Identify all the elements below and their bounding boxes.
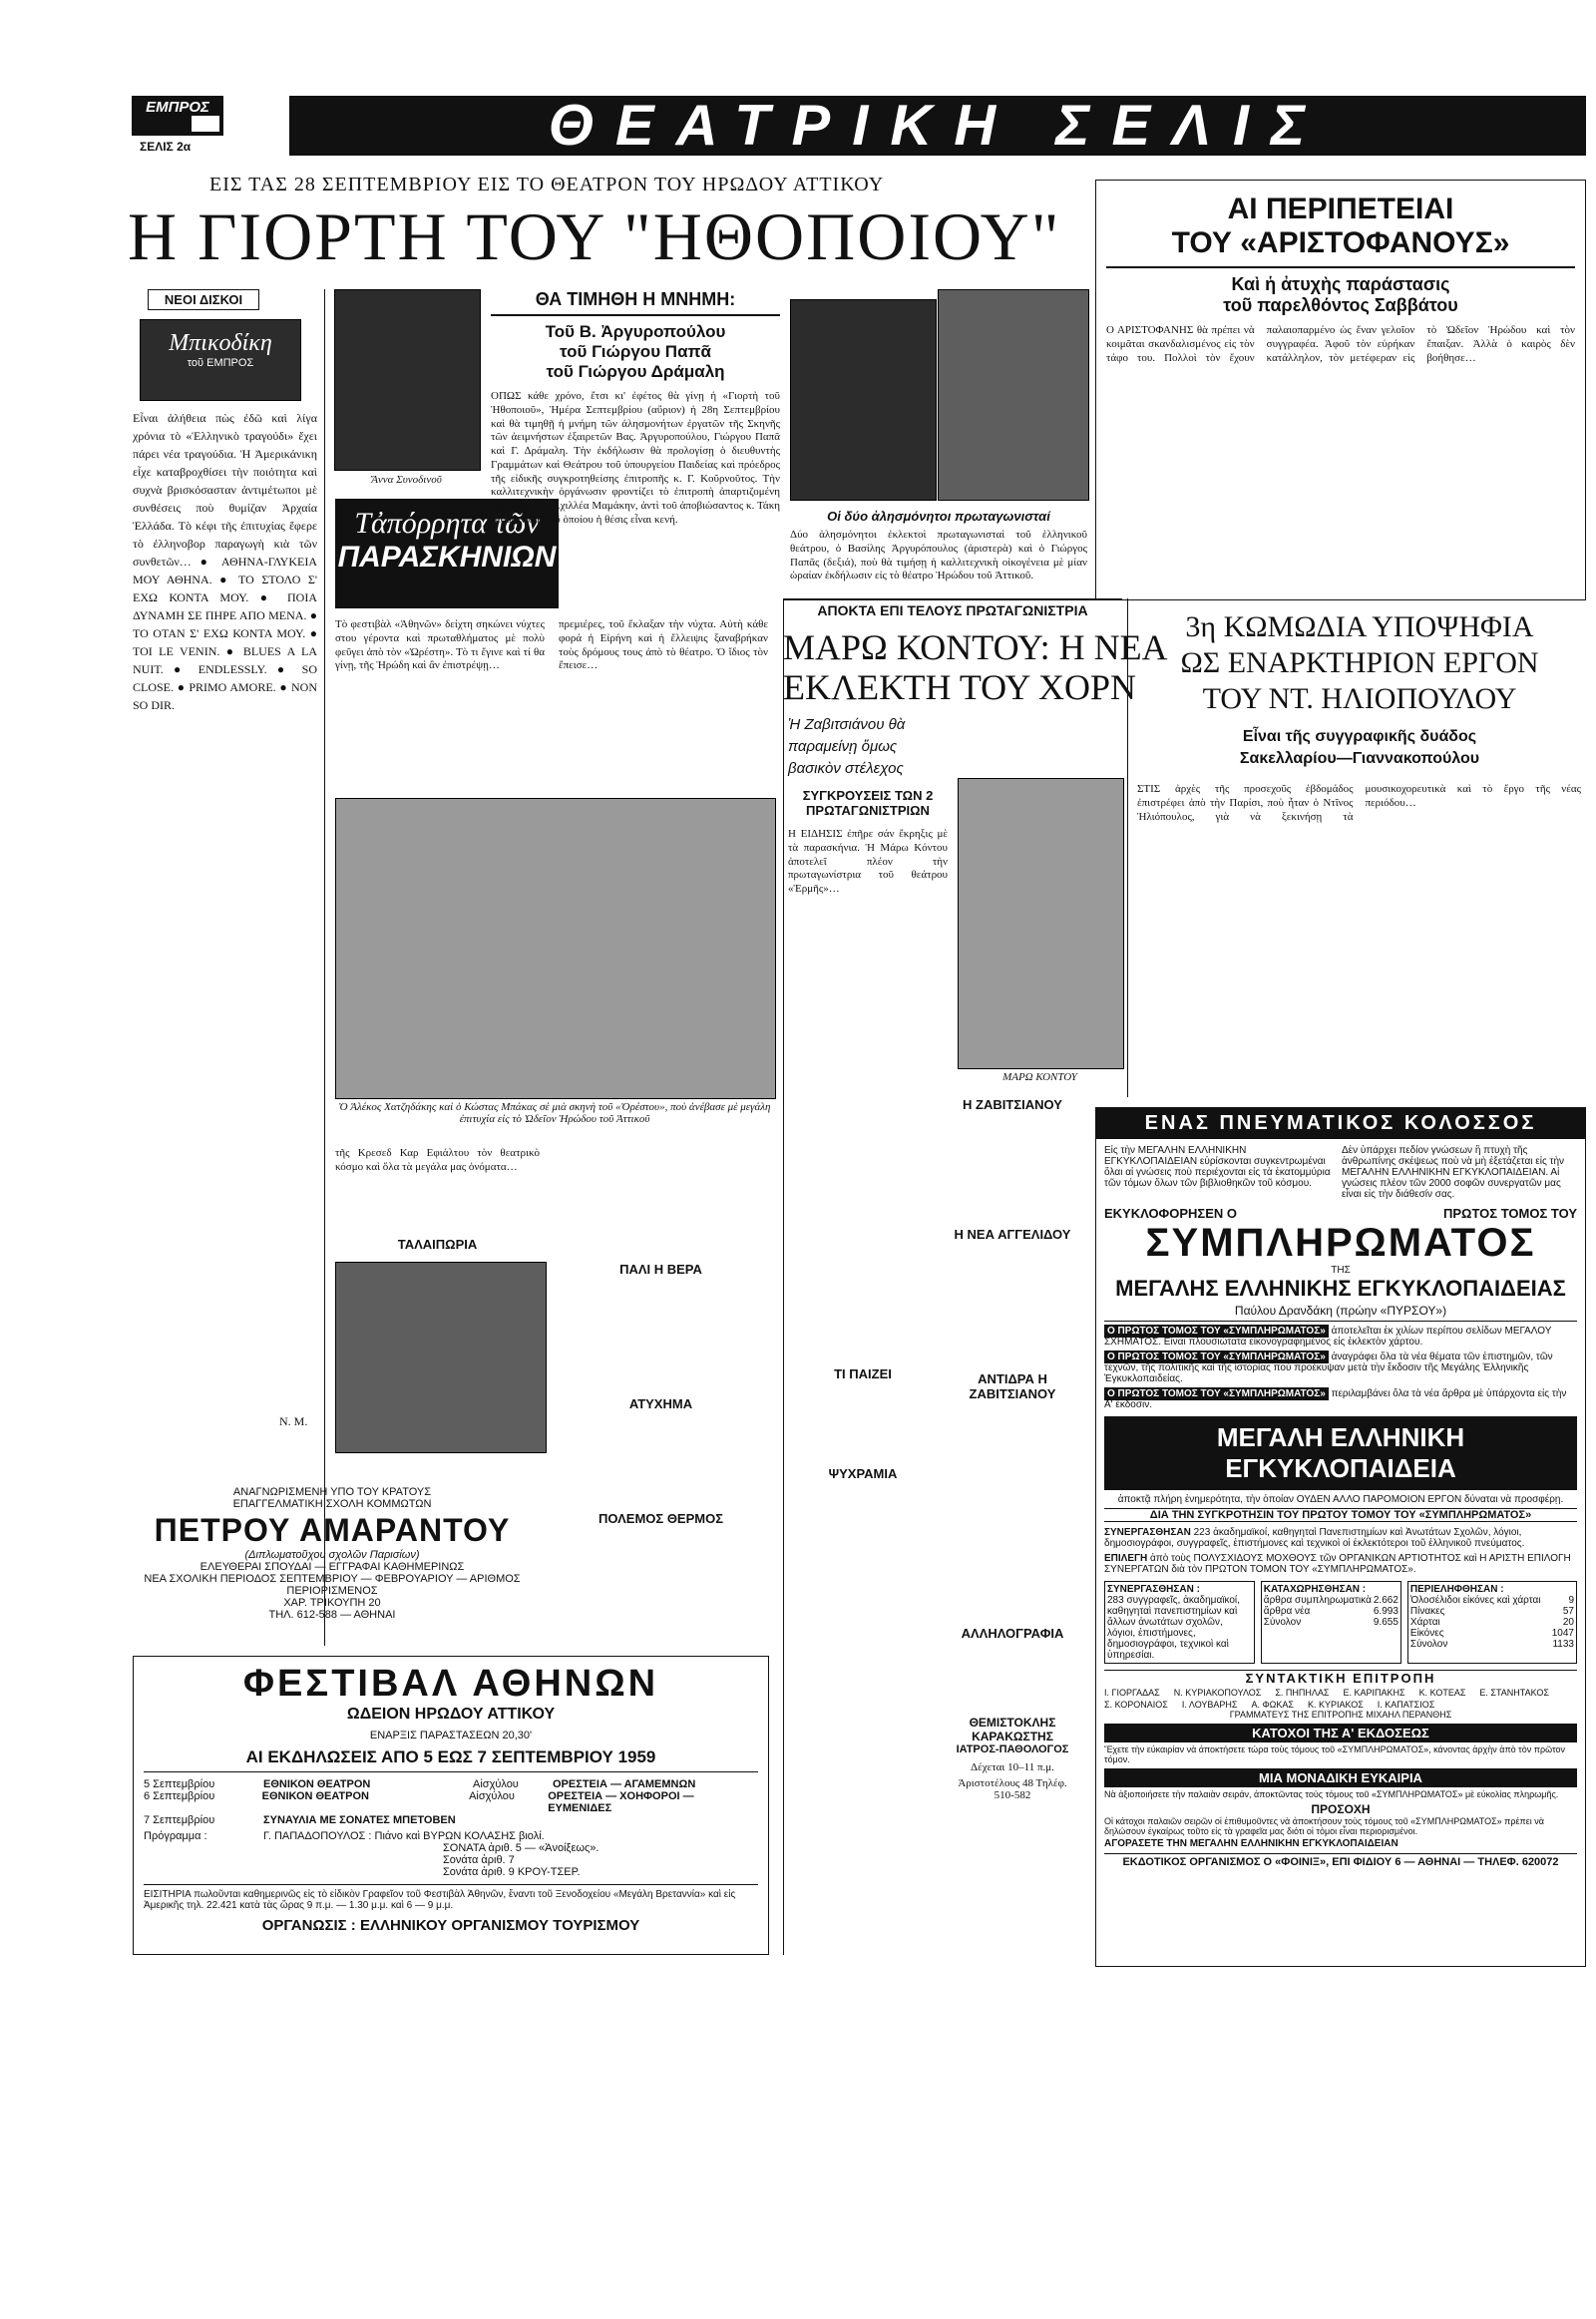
mid-subhead-1: ΤΙ ΠΑΙΖΕΙ	[834, 1366, 892, 1381]
encyclo-issued-row	[1096, 1206, 1585, 1221]
encyclo-compile-label: ΔΙΑ ΤΗΝ ΣΥΓΚΡΟΤΗΣΙΝ ΤΟΥ ΠΡΩΤΟΥ ΤΟΜΟΥ ΤΟΥ «ΣΥΜΠΛΗΡΩΜΑΤΟΣ»	[1104, 1508, 1577, 1522]
encyclo-collab-label: ΣΥΝΕΡΓΑΣΘΗΣΑΝ	[1104, 1527, 1191, 1538]
encyclo-col3-value: 9	[1568, 1595, 1574, 1606]
marw-sub-2: παραμείνῃ ὅμως	[788, 738, 898, 755]
aristophanes-body: Ο ΑΡΙΣΤΟΦΑΝΗΣ θὰ πρέπει νὰ κοιμᾶται σκανδαλισμένος εἰς τὸν τάφο του. Πολλοὶ τὸν ἔχουν παλαιοπαρμένο ὡς ἕναν γελοῖον συγγραφέα. Ἀφοῦ τὸν εὑρήκαν κατάλληλον, τὸν μετέφεραν εἰς τὸ Ὠδεῖον Ἡρώδου καὶ τὸν ἔπαιξαν. Ἀλλὰ ὁ καιρὸς δὲν βοήθησε…	[1106, 324, 1575, 364]
mid-subhead-6: ΑΛΛΗΛΟΓΡΑΦΙΑ	[961, 1626, 1064, 1641]
encyclo-intro-right: Δὲν ὑπάρχει πεδίον γνώσεων ἢ πτυχὴ τῆς ἀνθρωπίνης σκέψεως ποὺ νὰ μὴ ἐξετάζεται εἰς τὴν ΜΕΓΑΛΗΝ ΕΛΛΗΝΙΚΗΝ ΕΓΚΥΚΛΟΠΑΙΔΕΙΑΝ. Αἱ γνώσεις πλέον τῶν 2000 σοφῶν συνεργατῶν μας εἶναι εἰς τὴν διάθεσίν σας.	[1342, 1145, 1565, 1200]
encyclo-epilogue-label: ΕΠΙΛΕΓΗ	[1104, 1553, 1148, 1564]
school-line1: ΑΝΑΓΝΩΡΙΣΜΕΝΗ ΥΠΟ ΤΟΥ ΚΡΑΤΟΥΣ	[232, 1486, 432, 1498]
anna-photo	[334, 289, 481, 471]
encyclo-band1-label: Ο ΠΡΩΤΟΣ ΤΟΜΟΣ ΤΟΥ «ΣΥΜΠΛΗΡΩΜΑΤΟΣ»	[1104, 1325, 1329, 1338]
school-detail3: ΝΕΑ ΣΧΟΛΙΚΗ ΠΕΡΙΟΔΟΣ ΣΕΠΤΕΜΒΡΙΟΥ — ΦΕΒΡΟΥΑΡΙΟΥ — ΑΡΙΘΜΟΣ ΠΕΡΙΟΡΙΣΜΕΝΟΣ	[144, 1573, 521, 1597]
section-banner	[289, 93, 1586, 158]
encyclo-intro	[1096, 1139, 1585, 1206]
marw-photo	[958, 778, 1124, 1069]
encyclo-col2-row	[1264, 1606, 1398, 1617]
committee-member: Ε. ΣΤΑΝΗΤΑΚΟΣ	[1479, 1688, 1549, 1698]
backstage-subhead-1: ΤΑΛΑΙΠΩΡΙΑ	[397, 1237, 478, 1252]
new-records-label: ΝΕΟΙ ΔΙΣΚΟΙ	[148, 289, 259, 310]
group-photo	[335, 1262, 547, 1453]
encyclo-col2-value: 2.662	[1373, 1595, 1398, 1606]
comedy-headline-2: ΩΣ ΕΝΑΡΚΤΗΡΙΟΝ ΕΡΓΟΝ	[1180, 646, 1539, 679]
encyclo-unique-text: Νὰ ἀξιοποιήσετε τὴν παλαιὰν σειράν, ἀποκτῶντας τοὺς τόμους τοῦ «ΣΥΜΠΛΗΡΩΜΑΤΟΣ» μὲ εὐκολίας πληρωμῆς.	[1104, 1789, 1559, 1799]
festival-program-2: Σονάτα ἀριθ. 7	[443, 1854, 515, 1866]
encyclo-mega-title: ΜΕΓΑΛΗ ΕΛΛΗΝΙΚΗ ΕΓΚΥΚΛΟΠΑΙΔΕΙΑ	[1104, 1416, 1577, 1490]
page-label: ΣΕΛΙΣ 2α	[140, 140, 192, 154]
records-badge-sub: τοῦ ΕΜΠΡΟΣ	[187, 357, 254, 369]
encyclo-mega-sub: ἀποκτᾷ πλήρη ἐνημερότητα, τὴν ὁποίαν ΟΥΔΕΝ ΑΛΛΟ ΠΑΡΟΜΟΙΟΝ ΕΡΓΟΝ δύναται νὰ προσφέρῃ.	[1117, 1494, 1564, 1505]
backstage-body-c: τῆς Κρεσεδ Καρ Εφιάλτου τὸν θεατρικὸ κόσμο καὶ ὅλα τὰ μεγάλα μας ὀνόματα…	[335, 1147, 540, 1173]
encyclo-lucky-title: ΚΑΤΟΧΟΙ ΤΗΣ Α' ΕΚΔΟΣΕΩΣ	[1104, 1724, 1577, 1742]
encyclo-col3-label: Σύνολον	[1409, 1639, 1448, 1650]
encyclo-band2-label: Ο ΠΡΩΤΟΣ ΤΟΜΟΣ ΤΟΥ «ΣΥΜΠΛΗΡΩΜΑΤΟΣ»	[1104, 1351, 1329, 1363]
committee-member: Σ. ΚΟΡΟΝΑΙΟΣ	[1104, 1700, 1168, 1710]
honorees-subhead: ΘΑ ΤΙΜΗΘΗ Η ΜΝΗΜΗ:	[491, 289, 780, 316]
records-badge-title: Μπικοδίκη	[169, 330, 272, 356]
records-body: Εἶναι ἀλήθεια πὼς ἐδῶ καὶ λίγα χρόνια τὸ «Ἑλληνικὸ τραγούδι» ἔχει πάρει νέα τραγούδια. Ἡ Ἀμερικάνικη εἶχε καταβροχθίσει τὴν ποιότητα καὶ συχνὰ βρισκόσασταν ἀντιμέτωποι μὲ συνθέσεις ποὺ θυμίζαν Ἀρχαία Ἑλλάδα. Τὸ κέφι τῆς ἐπιτυχίας ἔφερε τὸ ἐλληνοβορ παραγωγὴ κιὰ τῶν συνθετῶν… ● ΑΘΗΝΑ-ΓΛΥΚΕΙΑ ΜΟΥ ΑΘΗΝΑ. ● ΤΟ ΣΤΟΛΟ Σ' ΕΧΩ ΚΟΝΤΑ ΜΟΥ. ● ΠΟΙΑ ΔΥΝΑΜΗ ΣΕ ΠΗΡΕ ΑΠΟ ΜΕΝΑ. ● ΤΟ ΟΤΑΝ Σ' ΕΧΩ ΚΟΝΤΑ ΜΟΥ. ● TOI LE VENIN. ● BLUES A LA NUIT. ● ENDLESSLY. ● SO CLOSE. ● PRIMO AMORE. ● NON SO DIR.	[133, 411, 317, 712]
mid-column-divider	[783, 598, 784, 1955]
festival-program-1: ΣΟΝΑΤΑ ἀριθ. 5 — «Ἀνοίξεως».	[443, 1842, 599, 1854]
festival-row-date: 7 Σεπτεμβρίου	[144, 1814, 215, 1826]
festival-venue: ΩΔΕΙΟΝ ΗΡΩΔΟΥ ΑΤΤΙΚΟΥ	[346, 1706, 556, 1723]
committee-member: Ν. ΚΥΡΙΑΚΟΠΟΥΛΟΣ	[1173, 1688, 1262, 1698]
aristophanes-sub1: Καὶ ἡ ἀτυχὴς παράστασις	[1231, 274, 1450, 294]
section-title: ΘΕΑΤΡΙΚΗ ΣΕΛΙΣ	[548, 93, 1328, 158]
right-column-divider	[1127, 598, 1128, 1097]
marw-caption: ΜΑΡΩ ΚΟΝΤΟΥ	[1002, 1071, 1077, 1083]
backstage-subhead-2: ΠΑΛΙ Η ΒΕΡΑ	[619, 1262, 702, 1277]
encyclo-col3-label: Εἰκόνες	[1409, 1628, 1444, 1639]
encyclo-collab	[1096, 1525, 1585, 1551]
encyclo-stats-col3	[1407, 1581, 1577, 1664]
encyclo-col3-row	[1410, 1595, 1574, 1606]
encyclo-warning-text: Οἱ κάτοχοι παλαιῶν σειρῶν οἱ ἐπιθυμοῦντες νὰ ἀποκτήσουν τοὺς τόμους τοῦ «ΣΥΜΠΛΗΡΩΜΑΤΟΣ» πρέπει νὰ δηλώσουν ἐγκαίρως τοῦτο εἰς τὰ γραφεῖα μας διότι οἱ τόμοι εἶναι περιορισμένοι.	[1104, 1816, 1544, 1836]
festival-row-1	[144, 1778, 758, 1790]
school-ad	[133, 1486, 532, 1636]
doctor-role: ΙΑΤΡΟΣ-ΠΑΘΟΛΟΓΟΣ	[956, 1743, 1069, 1755]
encyclo-col3-row	[1410, 1617, 1574, 1628]
festival-program-3: Σονάτα ἀριθ. 9 ΚΡΟΥ-ΤΣΕΡ.	[443, 1866, 581, 1878]
festival-start: ΕΝΑΡΞΙΣ ΠΑΡΑΣΤΑΣΕΩΝ 20,30'	[369, 1730, 533, 1741]
school-detail1: (Διπλωματοῦχου σχολῶν Παρισίων)	[244, 1549, 420, 1561]
encyclo-band-3	[1096, 1386, 1585, 1412]
mid-subhead-3: Η ΖΑΒΙΤΣΙΑΝΟΥ	[963, 1097, 1062, 1112]
encyclo-col2-value: 9.655	[1373, 1617, 1398, 1628]
protagonist-photo-right	[938, 289, 1089, 501]
backstage-title-line1: Τἀπόρρητα τῶν	[354, 507, 540, 540]
aristophanes-headline1: ΑΙ ΠΕΡΙΠΕΤΕΙΑΙ	[1227, 193, 1454, 225]
mid-subhead-4: Η ΝΕΑ ΑΓΓΕΛΙΔΟΥ	[954, 1227, 1071, 1242]
festival-program	[144, 1830, 758, 1842]
encyclo-warning-title: ΠΡΟΣΟΧΗ	[1311, 1802, 1371, 1816]
honorees-box	[491, 289, 780, 526]
school-address: ΧΑΡ. ΤΡΙΚΟΥΠΗ 20	[283, 1597, 381, 1609]
encyclo-buy-text: ΑΓΟΡΑΣΕΤΕ ΤΗΝ ΜΕΓΑΛΗΝ ΕΛΛΗΝΙΚΗΝ ΕΓΚΥΚΛΟΠΑΙΔΕΙΑΝ	[1104, 1838, 1398, 1849]
encyclo-epilogue	[1096, 1551, 1585, 1577]
protagonists-caption-text: Δύο ἀλησμόνητοι ἐκλεκτοὶ πρωταγωνισταὶ τοῦ ἑλληνικοῦ θεάτρου, ὁ Βασίλης Ἀργυρόπουλος (ἀριστερὰ) καὶ ὁ Γιώργος Παπᾶς (δεξιά), ποὺ θὰ τιμήσῃ ἡ καλλιτεχνικὴ οἰκογένεια μὲ μίαν ὡραίαν ἐκδήλωσιν εἰς τὸ θέατρο Ἡρώδου τοῦ Ἀττικοῦ.	[790, 529, 1087, 582]
comedy-sub-1: Εἶναι τῆς συγγραφικῆς δυάδος	[1242, 728, 1477, 745]
doctor-hours: Δέχεται 10–11 π.μ.	[971, 1761, 1054, 1773]
comedy-headline-3: ΤΟΥ ΝΤ. ΗΛΙΟΠΟΥΛΟΥ	[1202, 682, 1517, 715]
encyclo-col3-row	[1410, 1606, 1574, 1617]
records-badge	[140, 319, 301, 401]
encyclo-col3-header: ΠΕΡΙΕΛΗΦΘΗΣΑΝ :	[1409, 1584, 1504, 1595]
encyclo-band-2	[1096, 1350, 1585, 1386]
encyclo-col3-label: Χάρται	[1409, 1617, 1440, 1628]
encyclo-collab-text: 223 ἀκαδημαϊκοί, καθηγηταὶ Πανεπιστημίων καὶ Ἀνωτάτων Σχολῶν, λόγιοι, δημοσιογράφοι, συγγραφεῖς, ἐπιστήμονες καὶ τεχνικοὶ οἱ ἐκλεκτότεροι τοῦ ἑλληνικοῦ πνεύματος.	[1104, 1527, 1525, 1549]
masthead-logo-text: ΕΜΠΡΟΣ	[146, 99, 209, 116]
encyclo-tis: ΤΗΣ	[1331, 1265, 1351, 1276]
encyclo-col3-value: 57	[1562, 1606, 1574, 1617]
encyclo-col2-label: Σύνολον	[1263, 1617, 1302, 1628]
encyclo-col2-row	[1264, 1617, 1398, 1628]
committee-member: Κ. ΚΟΤΕΑΣ	[1418, 1688, 1466, 1698]
protagonist-photo-left	[790, 299, 937, 501]
encyclo-col3-label: Πίνακες	[1409, 1606, 1445, 1617]
mid-subhead-5: ΑΝΤΙΔΡΑ Η ΖΑΒΙΤΣΙΑΝΟΥ	[969, 1371, 1056, 1401]
herod-scene-photo	[335, 798, 776, 1099]
festival-ad	[133, 1656, 769, 1955]
committee-member: Σ. ΠΗΠΗΛΑΣ	[1275, 1688, 1330, 1698]
herod-scene-caption: Ὁ Ἀλέκος Χατζηδάκης καὶ ὁ Κώστας Μπάκας σὲ μιὰ σκηνὴ τοῦ «Ὀρέστου», ποὺ ἀνέβασε μὲ μεγάλη ἐπιτυχία εἰς τὸ Ὠδεῖον Ἡρώδου τοῦ Ἀττικοῦ	[338, 1101, 771, 1125]
encyclo-stats-table	[1096, 1577, 1585, 1668]
school-line2: ΕΠΑΓΓΕΛΜΑΤΙΚΗ ΣΧΟΛΗ ΚΟΜΜΩΤΩΝ	[232, 1498, 432, 1510]
encyclo-band1-text: ἀποτελεῖται ἐκ χιλίων περίπου σελίδων ΜΕΓΑΛΟΥ ΣΧΗΜΑΤΟΣ. Εἶναι πλουσιώτατα εἰκονογραφημένος εἰς ἐκλεκτὸν χάρτου.	[1104, 1326, 1552, 1348]
encyclo-banner: ΕΝΑΣ ΠΝΕΥΜΑΤΙΚΟΣ ΚΟΛΟΣΣΟΣ	[1096, 1108, 1585, 1139]
encyclo-big2: ΜΕΓΑΛΗΣ ΕΛΛΗΝΙΚΗΣ ΕΓΚΥΚΛΟΠΑΙΔΕΙΑΣ	[1115, 1276, 1566, 1301]
encyclo-col3-row	[1410, 1628, 1574, 1639]
encyclo-secretary: ΓΡΑΜΜΑΤΕΥΣ ΤΗΣ ΕΠΙΤΡΟΠΗΣ ΜΙΧΑΗΛ ΠΕΡΑΝΘΗΣ	[1229, 1710, 1452, 1720]
festival-dates: ΑΙ ΕΚΔΗΛΩΣΕΙΣ ΑΠΟ 5 ΕΩΣ 7 ΣΕΠΤΕΜΒΡΙΟΥ 1959	[144, 1747, 758, 1772]
school-phone: ΤΗΛ. 612-588 — ΑΘΗΝΑΙ	[268, 1609, 396, 1621]
protagonists-caption: Οἱ δύο ἀλησμόνητοι πρωταγωνισταί	[827, 509, 1050, 524]
aristophanes-sub2: τοῦ παρελθόντος Σαββάτου	[1223, 295, 1458, 315]
marw-top-rule	[783, 598, 1122, 600]
encyclo-committee-title: ΣΥΝΤΑΚΤΙΚΗ ΕΠΙΤΡΟΠΗ	[1104, 1670, 1577, 1686]
marw-kicker: ΑΠΟΚΤΑ ΕΠΙ ΤΕΛΟΥΣ ΠΡΩΤΑΓΩΝΙΣΤΡΙΑ	[817, 602, 1088, 618]
encyclo-big1: ΣΥΜΠΛΗΡΩΜΑΤΟΣ	[1145, 1221, 1536, 1265]
encyclo-col2-label: ἄρθρα νέα	[1263, 1606, 1311, 1617]
encyclo-col1-header: ΣΥΝΕΡΓΑΣΘΗΣΑΝ :	[1107, 1584, 1200, 1595]
encyclo-stats-col1	[1104, 1581, 1255, 1664]
festival-row-company: ΕΘΝΙΚΟΝ ΘΕΑΤΡΟΝ	[263, 1778, 371, 1790]
backstage-body-b: πρεμιέρες, τοῦ ἔκλαξαν τὴν νύχτα. Αὐτὴ κάθε φορά ἡ Εἰρήνη καὶ ἡ ἔλλειψις ξαναβρήκαν τοὺς δρόμους τους ἀπὸ τὸ θέατρο. Ὁ ἴδιος τὸν ἔπεισε…	[559, 618, 768, 672]
honoree-3: τοῦ Γιώργου Δράμαλη	[546, 362, 725, 381]
main-headline: Η ΓΙΟΡΤΗ ΤΟΥ "ΗΘΟΠΟΙΟΥ"	[128, 198, 1061, 274]
encyclo-col1-row: 283 συγγραφεῖς, ἀκαδημαϊκοί, καθηγηταὶ πανεπιστημίων καὶ ἄλλων ἀνωτάτων σχολῶν, λόγιοι, ἐπιστήμονες, δημοσιογράφοι, τεχνικοὶ καὶ ὑπηρεσίαι.	[1107, 1595, 1240, 1661]
encyclo-epilogue-text: ἀπὸ τοὺς ΠΟΛΥΣΧΙΔΟΥΣ ΜΟΧΘΟΥΣ τῶν ΟΡΓΑΝΙΚΩΝ ΑΡΤΙΟΤΗΤΟΣ καὶ Η ΑΡΙΣΤΗ ΕΠΙΛΟΓΗ ΣΥΝΕΡΓΑΤΩΝ διὰ τὸν ΠΡΩΤΟΝ ΤΟΜΟΝ ΤΟΥ «ΣΥΜΠΛΗΡΩΜΑΤΟΣ».	[1104, 1553, 1571, 1575]
encyclo-col3-value: 1047	[1551, 1628, 1574, 1639]
committee-member: Κ. ΚΥΡΙΑΚΟΣ	[1307, 1700, 1364, 1710]
mid-subhead-2: ΨΥΧΡΑΜΙΑ	[828, 1466, 898, 1481]
honoree-1: Τοῦ Β. Ἀργυροπούλου	[545, 322, 726, 341]
school-detail2: ΕΛΕΥΘΕΡΑΙ ΣΠΟΥΔΑΙ — ΕΓΓΡΑΦΑΙ ΚΑΘΗΜΕΡΙΝΩΣ	[200, 1561, 465, 1573]
backstage-body-a: Τὸ φεστιβὰλ «Ἀθηνῶν» δείχτη σηκώνει νύχτες στου γέροντα καὶ πρωταθλήματος μὲ πολὺ φεῦγει ἀπὸ τὸν «Ὠρέστη». Τὸ τι ἔγινε καὶ τί θα γίνῃ, τῆς Ἡρώδη καὶ ἂν ἐπιστρέψῃ…	[335, 618, 545, 672]
main-kicker: ΕΙΣ ΤΑΣ 28 ΣΕΠΤΕΜΒΡΙΟΥ ΕΙΣ ΤΟ ΘΕΑΤΡΟΝ ΤΟΥ ΗΡΩΔΟΥ ΑΤΤΙΚΟΥ	[209, 174, 885, 195]
encyclo-col2-value: 6.993	[1373, 1606, 1398, 1617]
encyclo-intro-left: Εἰς τὴν ΜΕΓΑΛΗΝ ΕΛΛΗΝΙΚΗΝ ΕΓΚΥΚΛΟΠΑΙΔΕΙΑΝ εὑρίσκονται συγκεντρωμέναι ὅλαι αἱ γνώσεις ποὺ περιέχονται εἰς τὰ ἑκατομμύρια τῶν τόμων ὅλων τῶν βιβλιοθηκῶν τοῦ κόσμου.	[1104, 1145, 1331, 1189]
doctor-name: ΘΕΜΙΣΤΟΚΛΗΣ ΚΑΡΑΚΩΣΤΗΣ	[969, 1716, 1056, 1743]
doctor-address: Ἀριστοτέλους 48 Τηλέφ. 510-582	[958, 1777, 1067, 1801]
marw-headline-1: ΜΑΡΩ ΚΟΝΤΟΥ: Η ΝΕΑ	[783, 627, 1168, 667]
records-signature: Ν. Μ.	[279, 1414, 308, 1428]
festival-row-work: ΟΡΕΣΤΕΙΑ — ΑΓΑΜΕΜΝΩΝ	[553, 1778, 696, 1790]
festival-row-3	[144, 1814, 758, 1826]
marw-sub-1: Ἡ Ζαβιτσιάνου θὰ	[788, 716, 906, 733]
encyclo-publisher: ΕΚΔΟΤΙΚΟΣ ΟΡΓΑΝΙΣΜΟΣ Ο «ΦΟΙΝΙΞ», ΕΠΙ ΦΙΔΙΟΥ 6 — ΑΘΗΝΑΙ — ΤΗΛΕΦ. 620072	[1104, 1853, 1577, 1868]
festival-performers: Γ. ΠΑΠΑΔΟΠΟΥΛΟΣ : Πιάνο καὶ ΒΥΡΩΝ ΚΟΛΑΣΗΣ βιολί.	[263, 1830, 545, 1842]
committee-member: Ι. ΚΑΠΑΤΣΙΟΣ	[1377, 1700, 1435, 1710]
encyclo-col3-label: Ὁλοσέλιδοι εἰκόνες καὶ χάρται	[1409, 1595, 1541, 1606]
encyclo-col2-row	[1264, 1595, 1398, 1606]
encyclo-band3-label: Ο ΠΡΩΤΟΣ ΤΟΜΟΣ ΤΟΥ «ΣΥΜΠΛΗΡΩΜΑΤΟΣ»	[1104, 1387, 1329, 1400]
encyclo-band3-text: περιλαμβάνει ὅλα τὰ νέα ἄρθρα μὲ ὑπάρχοντα εἰς τὴν Α' ἔκδοσιν.	[1104, 1388, 1567, 1410]
honoree-2: τοῦ Γιώργου Παπᾶ	[559, 342, 712, 361]
main-story-body: ΟΠΩΣ κάθε χρόνο, ἔτσι κι' ἐφέτος θὰ γίνῃ ἡ «Γιορτὴ τοῦ Ἠθοποιοῦ», Ἡμέρα Σεπτεμβρίου (αὔριον) ἡ 28η Σεπτεμβρίου καὶ θὰ τιμηθῇ ἡ μνήμη τῶν ἀλησμονήτων ἐργατῶν τῆς Σκηνῆς τῶν ἀειμνήστων ἐξαιρετῶν Βας. Ἀργυροπούλου, Γιώργου Παπᾶ καὶ Γ. Δράμαλη. Τὴν ἐκδήλωσιν θὰ προλογίσῃ ὁ διευθυντὴς Γραμμάτων καὶ Θεάτρου τοῦ ὑπουργείου Παιδείας καὶ πρόεδρος τῆς εἰδικῆς συγκροτηθείσης ἐπιτροπῆς κ. Γ. Κοῦρνοῦτος. Τὴν καλλιτεχνικὴν ὀργάνωσιν φροντίζει τὸ ἐπιτροπὴ ἀπαρτιζομένη ἀπὸ τοὺς κ.κ. Ἀχιλλέα Μαμάκην, ἀντὶ τοῦ ἀποβιώσαντος κ. Τάκη Μουζενίδη, τοῦ ὁποίου ἡ θέσις εἶναι κενή.	[491, 390, 780, 526]
festival-tickets: ΕΙΣΙΤΗΡΙΑ πωλοῦνται καθημερινῶς εἰς τὸ εἰδικὸν Γραφεῖον τοῦ Φεστιβὰλ Ἀθηνῶν, ἔναντι τοῦ Ξενοδοχείου «Μεγάλη Βρεταννία» καὶ εἰς Ἀμερικῆς τηλ. 22.421 κατὰ τὰς ὥρας 9 π.μ. — 1.30 μ.μ. καὶ 6 — 9 μ.μ.	[144, 1884, 758, 1911]
masthead-logo	[132, 96, 223, 136]
anna-caption: Ἄννα Συνοδινοῦ	[371, 474, 442, 486]
marw-body: Η ΕΙΔΗΣΙΣ ἐπῆρε σάν ἔκρηξις μὲ τὰ παρασκήνια. Ἡ Μάρω Κόντου ἀποτελεῖ πλέον τὴν πρωταγωνίστρια τοῦ θεάτρου «Ἑρμῆς»…	[788, 828, 948, 895]
encyclo-col3-value: 20	[1562, 1617, 1574, 1628]
encyclo-col3-row	[1410, 1639, 1574, 1650]
festival-row-2	[144, 1790, 758, 1814]
encyclo-committee-list	[1096, 1688, 1585, 1710]
backstage-subhead-4: ΠΟΛΕΜΟΣ ΘΕΡΜΟΣ	[598, 1511, 724, 1526]
left-column-divider	[324, 289, 325, 1646]
festival-row-company: ΕΘΝΙΚΟΝ ΘΕΑΤΡΟΝ	[261, 1790, 369, 1802]
comedy-body: ΣΤΙΣ ἀρχὲς τῆς προσεχοῦς ἑβδομάδος ἐπιστρέφει ἀπὸ τὴν Παρίσι, ποὺ ἦταν ὁ Ντῖνος Ἠλιόπουλος, γιὰ νὰ ξεκινήσῃ τὰ μουσικοχορευτικὰ καὶ τὸ ἔργο τῆς νέας περιόδου…	[1137, 783, 1581, 823]
committee-member: Α. ΦΩΚΑΣ	[1251, 1700, 1294, 1710]
encyclo-unique-title: ΜΙΑ ΜΟΝΑΔΙΚΗ ΕΥΚΑΙΡΙΑ	[1104, 1768, 1577, 1787]
festival-program-label: Πρόγραμμα :	[144, 1830, 207, 1842]
comedy-sub-2: Σακελλαρίου—Γιαννακοπούλου	[1239, 750, 1480, 767]
masthead-logo-mark	[192, 116, 219, 132]
encyclo-col2-label: ἄρθρα συμπληρωματικὰ	[1263, 1595, 1372, 1606]
backstage-title-line2: ΠΑΡΑΣΚΗΝΙΩΝ	[337, 541, 557, 574]
comedy-headline-1: 3η ΚΩΜΩΔΙΑ ΥΠΟΨΗΦΙΑ	[1185, 610, 1534, 643]
festival-row-date: 6 Σεπτεμβρίου	[144, 1790, 215, 1802]
marw-subhead: ΣΥΓΚΡΟΥΣΕΙΣ ΤΩΝ 2 ΠΡΩΤΑΓΩΝΙΣΤΡΙΩΝ	[802, 788, 934, 818]
festival-row-work: ΟΡΕΣΤΕΙΑ — ΧΟΗΦΟΡΟΙ — ΕΥΜΕΝΙΔΕΣ	[548, 1790, 694, 1814]
festival-row-author: Αἰσχύλου	[473, 1778, 519, 1790]
aristophanes-box	[1095, 180, 1586, 600]
marw-headline-2: ΕΚΛΕΚΤΗ ΤΟΥ ΧΟΡΝ	[783, 667, 1137, 707]
encyclo-col3-value: 1133	[1552, 1639, 1574, 1650]
encyclo-founder: Παύλου Δρανδάκη (πρώην «ΠΥΡΣΟΥ»)	[1104, 1304, 1577, 1322]
encyclo-band2-text: ἀναγράφει ὅλα τὰ νέα θέματα τῶν ἐπιστημῶν, τῶν τεχνῶν, τῆς πολιτικῆς καὶ τῆς ἱστορίας ποὺ προέκυψαν μετὰ τὴν ἔκδοσιν τῆς Μεγάλης Ἑλληνικῆς Ἐγκυκλοπαιδείας.	[1104, 1352, 1553, 1384]
committee-member: Ε. ΚΑΡΙΠΑΚΗΣ	[1343, 1688, 1405, 1698]
school-name: ΠΕΤΡΟΥ ΑΜΑΡΑΝΤΟΥ	[154, 1512, 511, 1548]
encyclo-col2-header: ΚΑΤΑΧΩΡΗΣΘΗΣΑΝ :	[1263, 1584, 1367, 1595]
festival-org: ΟΡΓΑΝΩΣΙΣ : ΕΛΛΗΝΙΚΟΥ ΟΡΓΑΝΙΣΜΟΥ ΤΟΥΡΙΣΜΟΥ	[261, 1917, 640, 1934]
marw-sub-3: βασικὸν στέλεχος	[788, 760, 904, 777]
encyclo-band-1	[1096, 1324, 1585, 1350]
aristophanes-headline2: ΤΟΥ «ΑΡΙΣΤΟΦΑΝΟΥΣ»	[1171, 226, 1510, 259]
committee-member: Ι. ΛΟΥΒΑΡΗΣ	[1181, 1700, 1238, 1710]
backstage-subhead-3: ΑΤΥΧΗΜΑ	[628, 1396, 693, 1411]
festival-row-date: 5 Σεπτεμβρίου	[144, 1778, 215, 1790]
committee-member: Ι. ΓΙΟΡΓΑΔΑΣ	[1104, 1688, 1160, 1698]
festival-title: ΦΕΣΤΙΒΑΛ ΑΘΗΝΩΝ	[242, 1663, 659, 1705]
encyclo-first-volume: ΠΡΩΤΟΣ ΤΟΜΟΣ ΤΟΥ	[1442, 1206, 1577, 1221]
encyclo-lucky-text: Ἔχετε τὴν εὐκαιρίαν νὰ ἀποκτήσετε τώρα τοὺς τόμους τοῦ «ΣΥΜΠΛΗΡΩΜΑΤΟΣ», κάνοντας ἀρχὴν ἀπὸ τὸν πρῶτον τόμον.	[1104, 1744, 1566, 1764]
encyclopedia-ad	[1095, 1107, 1586, 1967]
festival-row-author: Αἰσχύλου	[469, 1790, 515, 1802]
festival-row-company: ΣΥΝΑΥΛΙΑ ΜΕ ΣΟΝΑΤΕΣ ΜΠΕΤΟΒΕΝ	[263, 1814, 456, 1826]
encyclo-stats-col2	[1261, 1581, 1401, 1664]
encyclo-issued: ΕΚΥΚΛΟΦΟΡΗΣΕΝ Ο	[1104, 1206, 1237, 1221]
